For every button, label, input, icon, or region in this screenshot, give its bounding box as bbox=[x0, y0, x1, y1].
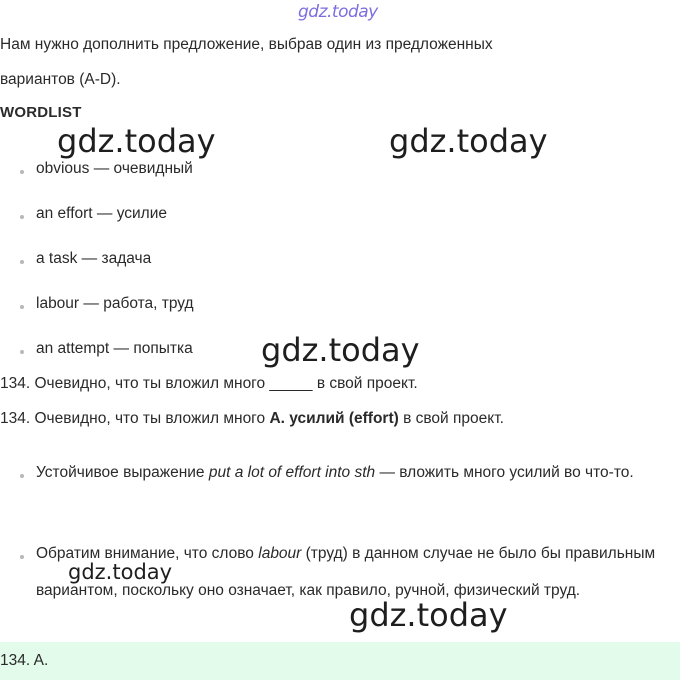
explanation-2: Обратим внимание, что слово labour (труд) в данном случае не было бы правильным вариантом, поскольку оно означает, как правило, ручной, физический труд. bbox=[36, 545, 656, 599]
bullet-icon bbox=[20, 350, 24, 354]
explanation-1-phrase: put a lot of effort into sth bbox=[208, 464, 376, 481]
watermark-top: gdz.today bbox=[298, 2, 378, 22]
wordlist-item: an effort — усилие bbox=[36, 205, 168, 222]
task-answer bbox=[0, 410, 504, 428]
task-question: 134. Очевидно, что ты вложил много _____ в свой проект. bbox=[0, 375, 418, 392]
watermark: gdz.today bbox=[349, 596, 508, 634]
watermark: gdz.today bbox=[261, 331, 420, 369]
watermark: gdz.today bbox=[389, 122, 548, 160]
wordlist-item: a task — задача bbox=[36, 250, 152, 267]
bullet-icon bbox=[20, 305, 24, 309]
wordlist-item: labour — работа, труд bbox=[36, 295, 194, 312]
bullet-icon bbox=[20, 170, 24, 174]
bullet-icon bbox=[20, 260, 24, 264]
answer-prefix: 134. Очевидно, что ты вложил много bbox=[0, 410, 270, 427]
bullet-icon bbox=[20, 215, 24, 219]
bullet-icon bbox=[20, 474, 24, 478]
final-answer-bar bbox=[0, 642, 680, 680]
intro-line-1: Нам нужно дополнить предложение, выбрав один из предложенных bbox=[0, 36, 493, 53]
final-answer: 134. A. bbox=[0, 652, 49, 669]
wordlist-heading: WORDLIST bbox=[0, 104, 82, 121]
wordlist-item: an attempt — попытка bbox=[36, 340, 193, 357]
answer-suffix: в свой проект. bbox=[398, 410, 504, 427]
intro-line-2: вариантов (A-D). bbox=[0, 71, 121, 88]
explanation-2-word: labour bbox=[258, 545, 302, 562]
watermark: gdz.today bbox=[68, 560, 173, 584]
bullet-icon bbox=[20, 555, 24, 559]
watermark: gdz.today bbox=[57, 122, 216, 160]
explanation-1: Устойчивое выражение put a lot of effort into sth — вложить много усилий во что-то. bbox=[36, 464, 634, 481]
answer-highlight: A. усилий (effort) bbox=[269, 410, 399, 427]
wordlist-item: obvious — очевидный bbox=[36, 160, 193, 177]
